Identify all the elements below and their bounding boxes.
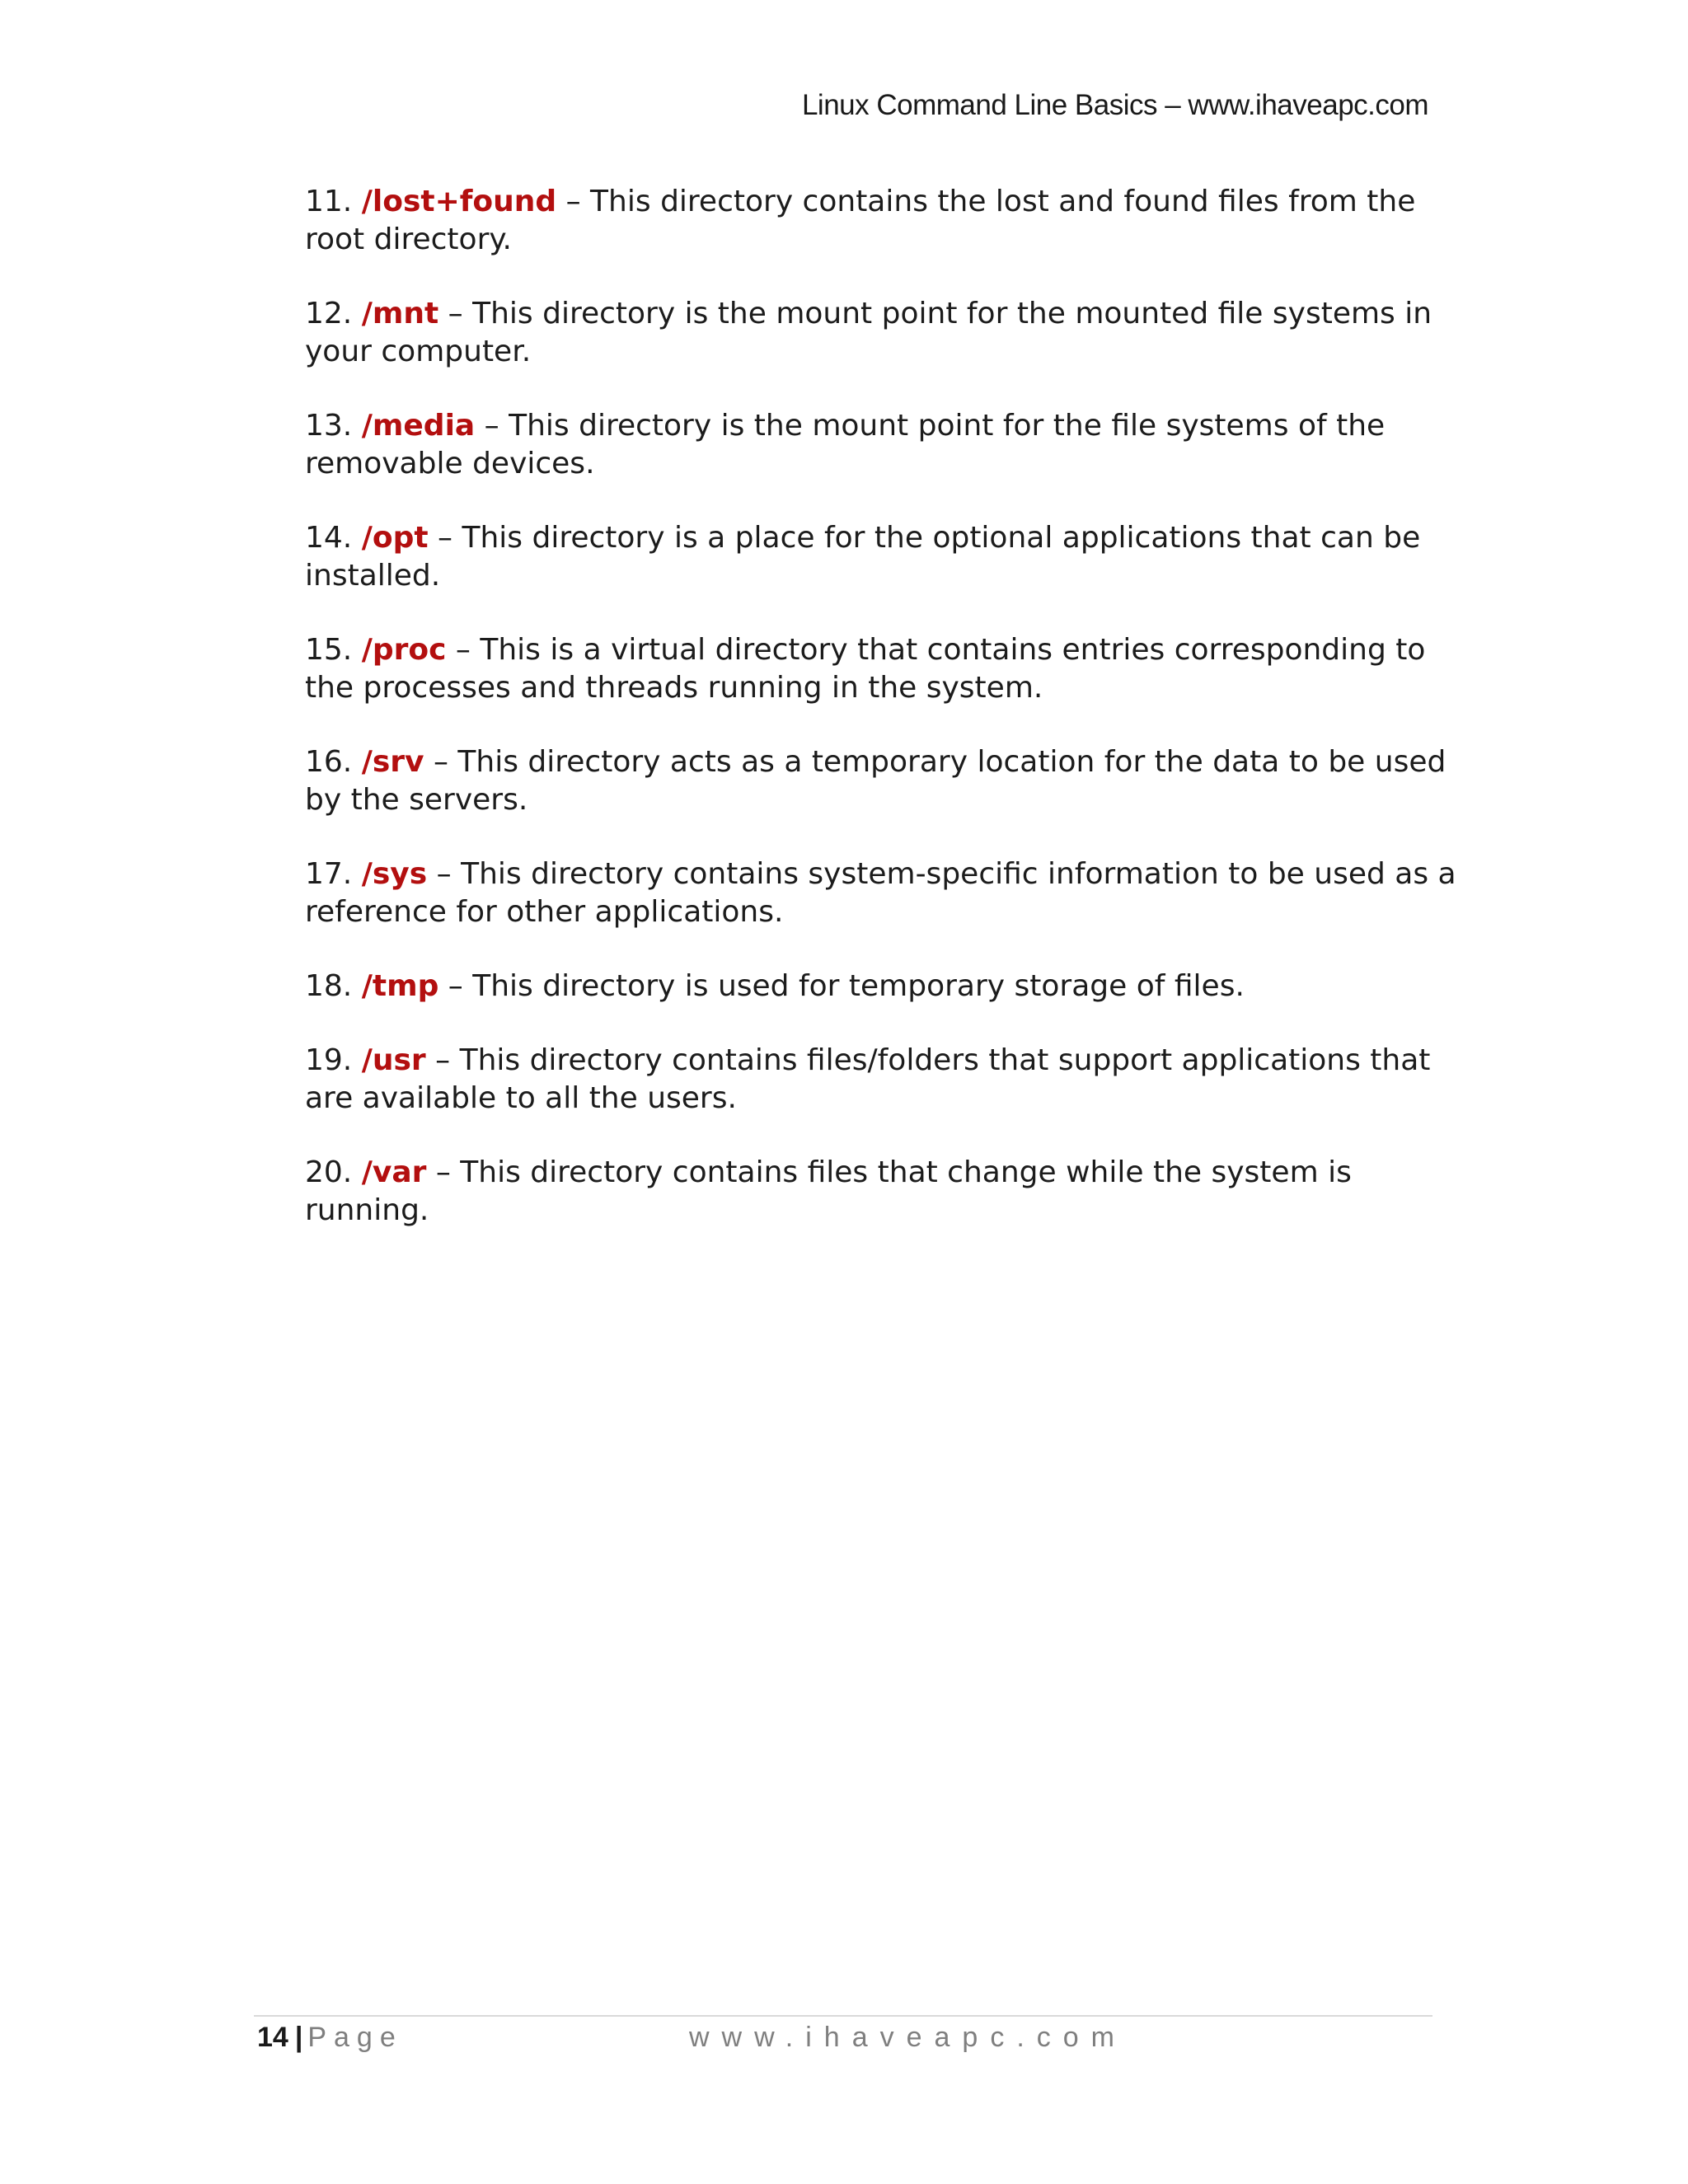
directory-name: /var bbox=[361, 1155, 427, 1189]
list-item bbox=[305, 743, 1475, 819]
directory-name: /usr bbox=[361, 1043, 426, 1077]
directory-list bbox=[305, 183, 1475, 1266]
running-header: Linux Command Line Basics – www.ihaveapc.com bbox=[801, 89, 1428, 121]
list-item bbox=[305, 1154, 1475, 1230]
list-item bbox=[305, 295, 1475, 371]
item-number: 20. bbox=[305, 1155, 353, 1189]
footer-website: www.ihaveapc.com bbox=[689, 2022, 1128, 2053]
item-number: 17. bbox=[305, 857, 353, 891]
item-number: 19. bbox=[305, 1043, 353, 1077]
item-description: – This directory is the mount point for the mounted file systems in your computer. bbox=[305, 297, 1432, 368]
item-number: 16. bbox=[305, 745, 353, 779]
list-item bbox=[305, 631, 1475, 707]
item-number: 15. bbox=[305, 633, 353, 667]
footer-page-number bbox=[257, 2022, 403, 2054]
item-description: – This directory contains files that change while the system is running. bbox=[305, 1155, 1352, 1227]
item-description: – This directory is a place for the optional applications that can be installed. bbox=[305, 521, 1421, 593]
item-description: – This is a virtual directory that contains entries corresponding to the processes and threads running in the system. bbox=[305, 633, 1426, 705]
item-description: – This directory contains files/folders that support applications that are available to all the users. bbox=[305, 1043, 1431, 1115]
item-description: – This directory is the mount point for the file systems of the removable devices. bbox=[305, 409, 1386, 480]
list-item bbox=[305, 855, 1475, 931]
list-item bbox=[305, 968, 1475, 1005]
item-number: 12. bbox=[305, 297, 353, 330]
footer-separator: | bbox=[294, 2022, 303, 2053]
directory-name: /mnt bbox=[361, 297, 439, 330]
item-description: – This directory contains system-specific information to be used as a reference for other applications. bbox=[305, 857, 1456, 929]
list-item bbox=[305, 1042, 1475, 1118]
list-item bbox=[305, 519, 1475, 595]
directory-name: /opt bbox=[361, 521, 429, 555]
item-description: – This directory acts as a temporary location for the data to be used by the servers. bbox=[305, 745, 1447, 817]
directory-name: /proc bbox=[361, 633, 447, 667]
item-number: 18. bbox=[305, 969, 353, 1003]
directory-name: /tmp bbox=[361, 969, 439, 1003]
page-label: Page bbox=[307, 2022, 403, 2053]
directory-name: /srv bbox=[361, 745, 424, 779]
footer-divider bbox=[254, 2015, 1432, 2017]
item-number: 14. bbox=[305, 521, 353, 555]
directory-name: /lost+found bbox=[361, 185, 557, 218]
item-number: 13. bbox=[305, 409, 353, 443]
page-number: 14 bbox=[257, 2022, 288, 2053]
item-number: 11. bbox=[305, 185, 353, 218]
list-item bbox=[305, 183, 1475, 259]
directory-name: /sys bbox=[361, 857, 428, 891]
item-description: – This directory contains the lost and found files from the root directory. bbox=[305, 185, 1416, 256]
list-item bbox=[305, 407, 1475, 483]
item-description: – This directory is used for temporary storage of files. bbox=[438, 969, 1245, 1003]
directory-name: /media bbox=[361, 409, 476, 443]
